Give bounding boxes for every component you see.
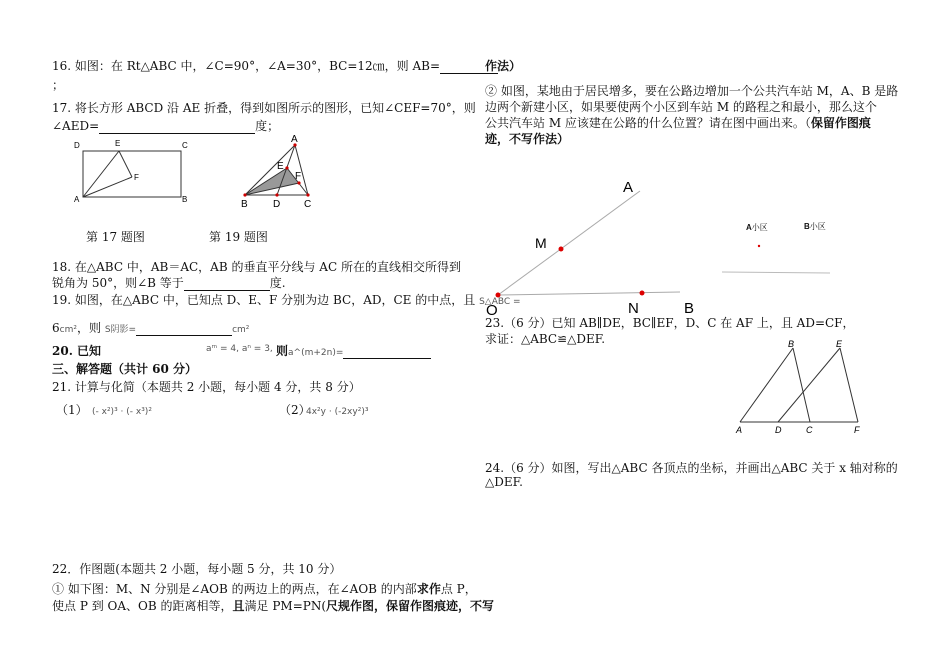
question-17-line1: 17. 将长方形 ABCD 沿 AE 折叠，得到如图所示的图形，已知∠CEF=70°，则 (52, 101, 476, 115)
fig17-label-b: B (182, 195, 188, 204)
question-21-title: 21. 计算与化简（本题共 2 小题，每小题 4 分，共 8 分） (52, 380, 361, 394)
question-22-part2-line3-text: 公共汽车站 M 应该建在公路的什么位置？请在图中画出来。（ (485, 116, 811, 130)
question-19-line1 (52, 291, 521, 308)
fig19-label-b: B (241, 199, 248, 210)
question-22-part2-line3-bold: 保留作图痕 (810, 116, 871, 130)
question-22-line1-text: ① 如下图：M、N 分别是∠AOB 的两边上的两点，在∠AOB 的内部 (52, 582, 417, 596)
question-18-suffix: 度. (269, 276, 286, 290)
answer-blank-19[interactable] (136, 323, 232, 336)
question-22-line1 (52, 580, 477, 597)
angle-label-m: M (535, 235, 547, 251)
figure-17 (70, 136, 195, 206)
figure-road (718, 238, 838, 278)
community-b-text: 小区 (809, 222, 826, 231)
fig19-label-e: E (277, 161, 284, 172)
unit-cm2: cm² (59, 325, 77, 335)
question-21-part2-label: （2） (279, 403, 311, 417)
question-22-line2-mid: 满足 PM=PN( (244, 599, 327, 613)
question-21-expression-1: (- x²)³ · (- x³)² (92, 407, 152, 417)
question-22-line2-instructions: 尺规作图，保留作图痕迹，不写 (326, 599, 495, 613)
answer-blank-17[interactable] (99, 121, 255, 134)
question-22-part2-line3 (485, 114, 871, 131)
question-24-line1: 24.（6 分）如图，写出△ABC 各顶点的坐标，并画出△ABC 关于 x 轴对称的 (485, 461, 898, 475)
equals-sign: = (128, 325, 137, 335)
answer-blank-20[interactable] (343, 346, 431, 359)
angle-label-b: B (684, 300, 695, 317)
fig17-label-a: A (74, 195, 80, 204)
question-18-line2 (52, 274, 286, 291)
fig19-label-c: C (304, 199, 312, 210)
community-b-label (804, 221, 826, 232)
question-20-condition: aᵐ = 4, aⁿ = 3, (206, 344, 273, 354)
power-expression: a^(m+2n) (288, 348, 336, 358)
figure-17-caption: 第 17 题图 (86, 230, 145, 244)
answer-blank-18[interactable] (184, 278, 270, 291)
question-22-continued: 作法） (485, 59, 522, 73)
question-16-text: 16. 如图：在 Rt△ABC 中，∠C=90°，∠A=30°，BC=12㎝，则 AB= (52, 59, 441, 73)
question-22-line1-bold: 求作 (416, 582, 441, 596)
fig23-label-d: D (775, 425, 782, 435)
fig17-label-c: C (182, 141, 188, 150)
question-22-line1-end: 点 P， (440, 582, 477, 596)
question-21-expression-2: 4x²y · (-2xy²)³ (306, 407, 369, 417)
fig17-label-d: D (74, 141, 80, 150)
question-22-line2 (52, 597, 494, 614)
fig23-label-a: A (736, 425, 743, 435)
section-3-heading: 三、解答题（共计 60 分） (52, 362, 198, 376)
question-22-part2-line2: 边两个新建小区，如果要使两个小区到车站 M 的路程之和最小，那么这个 (485, 100, 877, 114)
s-abc-expression: S△ABC = (479, 297, 521, 307)
question-22-line2-text: 使点 P 到 OA、OB 的距离相等， (52, 599, 233, 613)
community-b-letter: B (804, 222, 810, 231)
question-16 (52, 57, 498, 74)
fig19-label-d: D (273, 199, 281, 210)
unit-cm2-answer: cm² (232, 325, 250, 335)
fig23-label-c: C (806, 425, 813, 435)
question-16-tail: ； (52, 78, 65, 92)
question-23-line1: 23.（6 分）已知 AB∥DE，BC∥EF，D、C 在 AF 上，且 AD=CF， (485, 316, 855, 330)
community-a-label (746, 222, 768, 233)
question-22-title: 22．作图题(本题共 2 小题，每小题 5 分，共 10 分） (52, 562, 342, 576)
fig23-label-b: B (788, 339, 795, 349)
question-21-part1-label: （1） (56, 403, 88, 417)
angle-label-o: O (486, 302, 498, 319)
question-24-line2: △DEF. (485, 475, 523, 489)
angle-label-a: A (623, 179, 634, 196)
question-19-text: 19. 如图，在△ABC 中，已知点 D、E、F 分别为边 BC，AD，CE 的中点，且 (52, 293, 476, 307)
figure-23 (730, 338, 870, 438)
question-19-value: 6 (52, 321, 60, 335)
fig17-label-f: F (134, 173, 139, 182)
community-a-letter: A (746, 223, 752, 232)
question-22-part2-line1: ② 如图，某地由于居民增多，要在公路边增加一个公共汽车站 M，A、B 是路 (485, 84, 899, 98)
question-17-suffix: 度； (255, 119, 280, 133)
question-17-line2 (52, 117, 279, 134)
question-18-prefix: 锐角为 50°，则∠B 等于 (52, 276, 184, 290)
question-20-label: 20. 已知 (52, 344, 102, 358)
question-19-then: ，则 (76, 321, 101, 335)
question-23-line2: 求证：△ABC≌△DEF. (485, 332, 606, 346)
fig19-label-f: F (295, 171, 302, 182)
question-18-line1: 18. 在△ABC 中，AB＝AC，AB 的垂直平分线与 AC 所在的直线相交所得到 (52, 260, 461, 274)
fig23-label-f: F (854, 425, 860, 435)
figure-19 (236, 134, 326, 214)
question-20-expression (276, 342, 431, 359)
fig23-label-e: E (836, 339, 843, 349)
question-20-equals: = (335, 348, 344, 358)
community-a-text: 小区 (751, 223, 768, 232)
question-22-part2-line4: 迹，不写作法） (485, 132, 570, 146)
question-19-line2 (52, 319, 249, 336)
angle-label-n: N (628, 300, 639, 317)
question-20-then: 则 (276, 344, 289, 358)
question-22-line2-bold: 且 (232, 599, 245, 613)
fig19-label-a: A (291, 134, 298, 145)
fig17-label-e: E (115, 139, 121, 148)
figure-angle-aob (480, 175, 710, 320)
s-shaded-expression: S阴影 (104, 325, 129, 335)
question-17-prefix: ∠AED= (52, 119, 100, 133)
figure-19-caption: 第 19 题图 (209, 230, 268, 244)
